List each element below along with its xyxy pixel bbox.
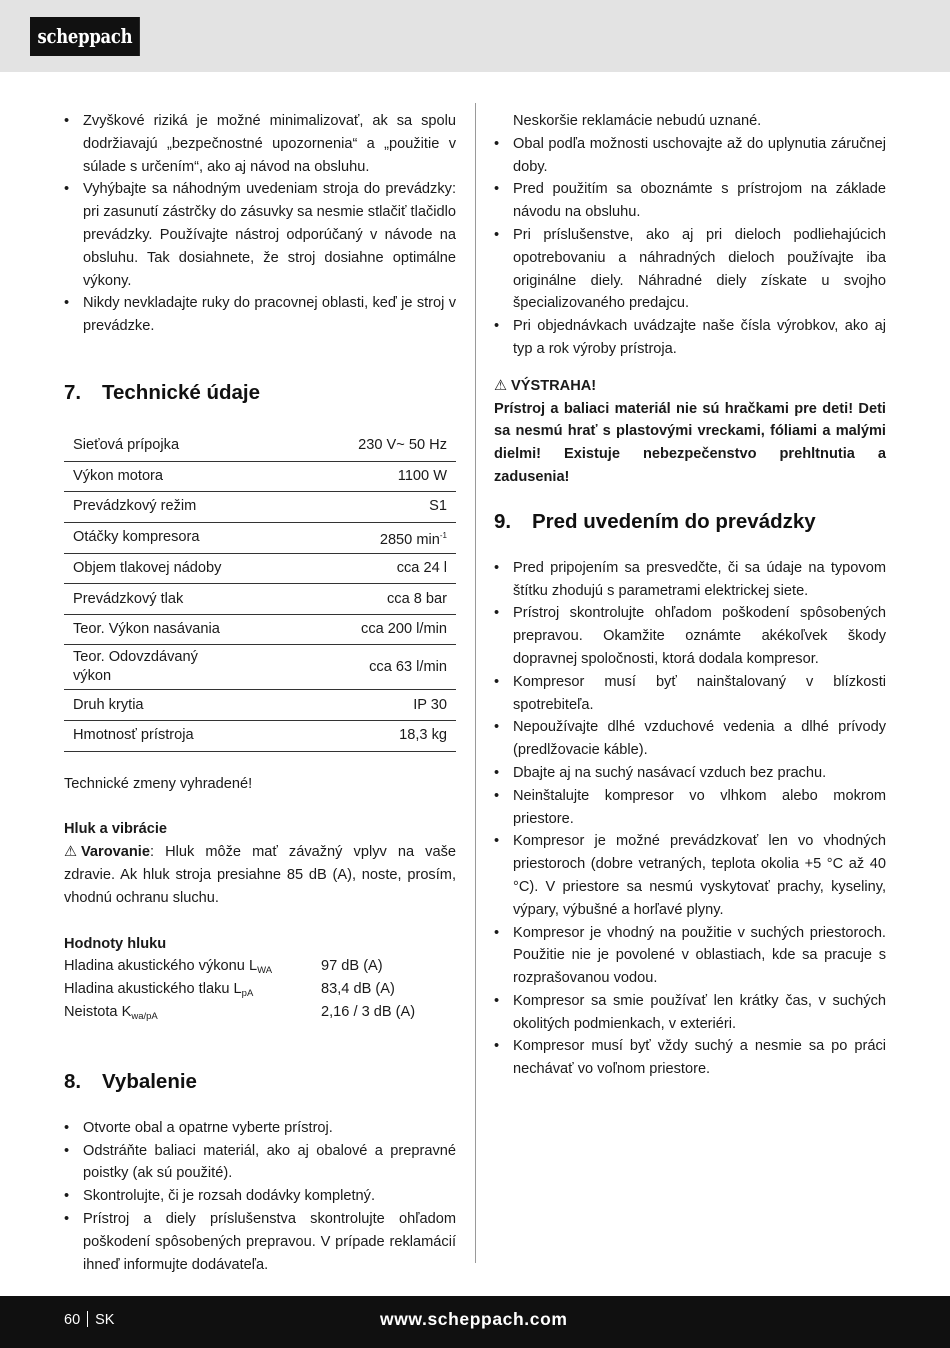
- list-item: • Skontrolujte, či je rozsah dodávky kompletný.: [64, 1185, 456, 1208]
- spec-label: Objem tlakovej nádoby: [64, 553, 232, 584]
- continuation-text: Neskoršie reklamácie nebudú uznané.: [513, 113, 762, 129]
- list-item: • Kompresor musí byť vždy suchý a nesmie sa po práci nechávať vo voľnom priestore.: [494, 1035, 886, 1081]
- spec-value: 230 V~ 50 Hz: [232, 431, 456, 461]
- table-row: [64, 431, 456, 461]
- list-item: • Prístroj skontrolujte ohľadom poškodení spôsobených prepravou. Okamžite oznámte akékoľvek škody dopravnej spoločnosti, ktorá dodala kompresor.: [494, 602, 886, 670]
- table-row: [64, 584, 456, 615]
- spec-value: cca 200 l/min: [232, 614, 456, 645]
- noise-label: [64, 978, 321, 1001]
- noise-label-subscript: WA: [257, 965, 273, 977]
- list-item: • Prístroj a diely príslušenstva skontrolujte ohľadom poškodení spôsobených prepravou. V prípade reklamácií ihneď informujte dodávateľa.: [64, 1208, 456, 1276]
- spec-value: cca 8 bar: [232, 584, 456, 615]
- warning-text: Prístroj a baliaci materiál nie sú hračkami pre deti! Deti sa nesmú hrať s plastovými vreckami, fóliami a malými dielmi! Existuje nebezpečenstvo prehltnutia a zadusenia!: [494, 400, 886, 485]
- list-item: • Nepoužívajte dlhé vzduchové vedenia a dlhé prívody (predlžovacie káble).: [494, 716, 886, 762]
- warning-title: VÝSTRAHA!: [511, 377, 597, 394]
- section-7-heading: [64, 380, 456, 406]
- spec-label: Otáčky kompresora: [64, 522, 232, 553]
- intro-bullet-list: [64, 110, 456, 338]
- table-row: [64, 553, 456, 584]
- spec-label: Teor. Odovzdávaný výkon: [64, 645, 232, 690]
- unpack-bullet-list: [64, 1117, 456, 1277]
- spec-value: IP 30: [232, 690, 456, 721]
- noise-warning-text: : Hluk môže mať závažný vplyv na vaše zdravie. Ak hluk stroja presiahne 85 dB (A), noste, prosím, vhodnú ochranu sluchu.: [64, 844, 456, 906]
- noise-label-text: Neistota K: [64, 1003, 132, 1020]
- spec-value-text: 2850 min: [379, 531, 440, 548]
- table-row: [64, 614, 456, 645]
- noise-value: 97 dB (A): [321, 958, 383, 975]
- noise-values-heading: Hodnoty hluku: [64, 935, 167, 952]
- page-indicator: [64, 1309, 114, 1331]
- table-row: [64, 645, 456, 690]
- spec-label: Teor. Výkon nasávania: [64, 614, 232, 645]
- noise-value: 83,4 dB (A): [321, 981, 395, 998]
- table-row: [64, 461, 456, 492]
- warning-triangle-icon: ⚠: [64, 844, 78, 861]
- technical-changes-note: Technické zmeny vyhradené!: [64, 775, 253, 792]
- spec-label: Prevádzkový režim: [64, 492, 232, 523]
- footer-band: [0, 1296, 950, 1348]
- noise-label-text: Hladina akustického výkonu L: [64, 958, 258, 975]
- section-number: 7.: [64, 380, 82, 404]
- list-item: • Odstráňte baliaci materiál, ako aj obalové a prepravné poistky (ak sú použité).: [64, 1140, 456, 1186]
- list-item: • Otvorte obal a opatrne vyberte prístroj.: [64, 1117, 456, 1140]
- noise-label-text: Hladina akustického tlaku L: [64, 981, 242, 998]
- section-9-heading: [494, 509, 886, 535]
- spec-value: 1100 W: [232, 461, 456, 492]
- section-title: Technické údaje: [102, 380, 260, 404]
- spec-label: Sieťová prípojka: [64, 431, 232, 461]
- language-code: SK: [95, 1312, 115, 1328]
- list-item: • Pri príslušenstve, ako aj pri dieloch podliehajúcich opotrebovaniu a náhradných dieloch používajte iba originálne diely. Náhradné diely získate u svojho špecializovaného predajcu.: [494, 224, 886, 315]
- list-item: • Vyhýbajte sa náhodným uvedeniam stroja do prevádzky: pri zasunutí zástrčky do zásuvky sa nesmie stlačiť tlačidlo prevádzky. Používajte nástroj odporúčaný v návode na obsluhu. Tak dosiahnete, že stroj dosiahne optimálne výkony.: [64, 178, 456, 292]
- section-number: 8.: [64, 1069, 82, 1093]
- packaging-bullet-list: [494, 133, 886, 361]
- spec-value-superscript: -1: [439, 530, 447, 540]
- noise-heading: Hluk a vibrácie: [64, 821, 168, 838]
- footer-separator: [87, 1311, 88, 1327]
- noise-value-row: [64, 978, 456, 1001]
- header-band: [0, 0, 950, 72]
- list-item: • Kompresor musí byť nainštalovaný v blízkosti spotrebiteľa.: [494, 671, 886, 717]
- list-item: • Zvyškové riziká je možné minimalizovať, ak sa spolu dodržiavajú „bezpečnostné upozornenia“ a „použitie v súlade s určením“, ako aj návod na obsluhu.: [64, 110, 456, 178]
- spec-value: cca 63 l/min: [232, 645, 456, 690]
- noise-warning-label: Varovanie: [81, 844, 150, 861]
- right-column: [494, 110, 886, 1081]
- website-url: www.scheppach.com: [380, 1309, 568, 1329]
- noise-value-row: [64, 1001, 456, 1024]
- brand-logo: scheppach: [30, 17, 140, 56]
- before-operation-bullet-list: [494, 557, 886, 1081]
- spec-label: Hmotnosť prístroja: [64, 720, 232, 751]
- left-column: [64, 110, 456, 1276]
- list-item: • Obal podľa možnosti uschovajte až do uplynutia záručnej doby.: [494, 133, 886, 179]
- noise-value: 2,16 / 3 dB (A): [321, 1003, 416, 1020]
- section-title: Pred uvedením do prevádzky: [532, 509, 816, 533]
- list-item: • Dbajte aj na suchý nasávací vzduch bez prachu.: [494, 762, 886, 785]
- spec-label: Prevádzkový tlak: [64, 584, 232, 615]
- table-row: [64, 522, 456, 553]
- page-number: 60: [64, 1312, 81, 1328]
- list-item: • Neinštalujte kompresor vo vlhkom alebo mokrom priestore.: [494, 785, 886, 831]
- noise-label-subscript: wa/pA: [131, 1010, 158, 1022]
- noise-label-subscript: pA: [241, 988, 254, 1000]
- spec-label: Výkon motora: [64, 461, 232, 492]
- warning-heading: [494, 375, 886, 398]
- list-item: • Kompresor sa smie používať len krátky čas, v suchých okolitých podmienkach, v exteriéri.: [494, 990, 886, 1036]
- spec-label: Druh krytia: [64, 690, 232, 721]
- table-row: [64, 690, 456, 721]
- noise-label: [64, 1001, 321, 1024]
- column-divider: [475, 103, 476, 1263]
- noise-label: [64, 955, 321, 978]
- spec-value: cca 24 l: [232, 553, 456, 584]
- section-title: Vybalenie: [102, 1069, 197, 1093]
- list-item: • Pred použitím sa oboznámte s prístrojom na základe návodu na obsluhu.: [494, 178, 886, 224]
- table-row: [64, 492, 456, 523]
- technical-data-table: [64, 431, 456, 752]
- list-item: • Kompresor je vhodný na použitie v suchých priestoroch. Použitie nie je povolené v oblastiach, kde sa pracuje s rozprašovanou vodou.: [494, 922, 886, 990]
- noise-warning: [64, 841, 456, 909]
- list-item: • Pred pripojením sa presvedčte, či sa údaje na typovom štítku zhodujú s parametrami elektrickej siete.: [494, 557, 886, 603]
- list-item: • Kompresor je možné prevádzkovať len vo vhodných priestoroch (dobre vetraných, teplota okolia +5 °C až 40 °C). V priestore sa nesmú vyskytovať prachy, kyseliny, výpary, výbušné a horľavé plyny.: [494, 830, 886, 921]
- list-item: • Pri objednávkach uvádzajte naše čísla výrobkov, ako aj typ a rok výroby prístroja.: [494, 315, 886, 361]
- spec-value: 18,3 kg: [232, 720, 456, 751]
- list-item: • Nikdy nevkladajte ruky do pracovnej oblasti, keď je stroj v prevádzke.: [64, 292, 456, 338]
- spec-value: [232, 522, 456, 553]
- section-8-heading: [64, 1069, 456, 1095]
- noise-value-row: [64, 955, 456, 978]
- warning-triangle-icon: ⚠: [494, 377, 508, 394]
- section-number: 9.: [494, 509, 512, 533]
- table-row: [64, 720, 456, 751]
- spec-value: S1: [232, 492, 456, 523]
